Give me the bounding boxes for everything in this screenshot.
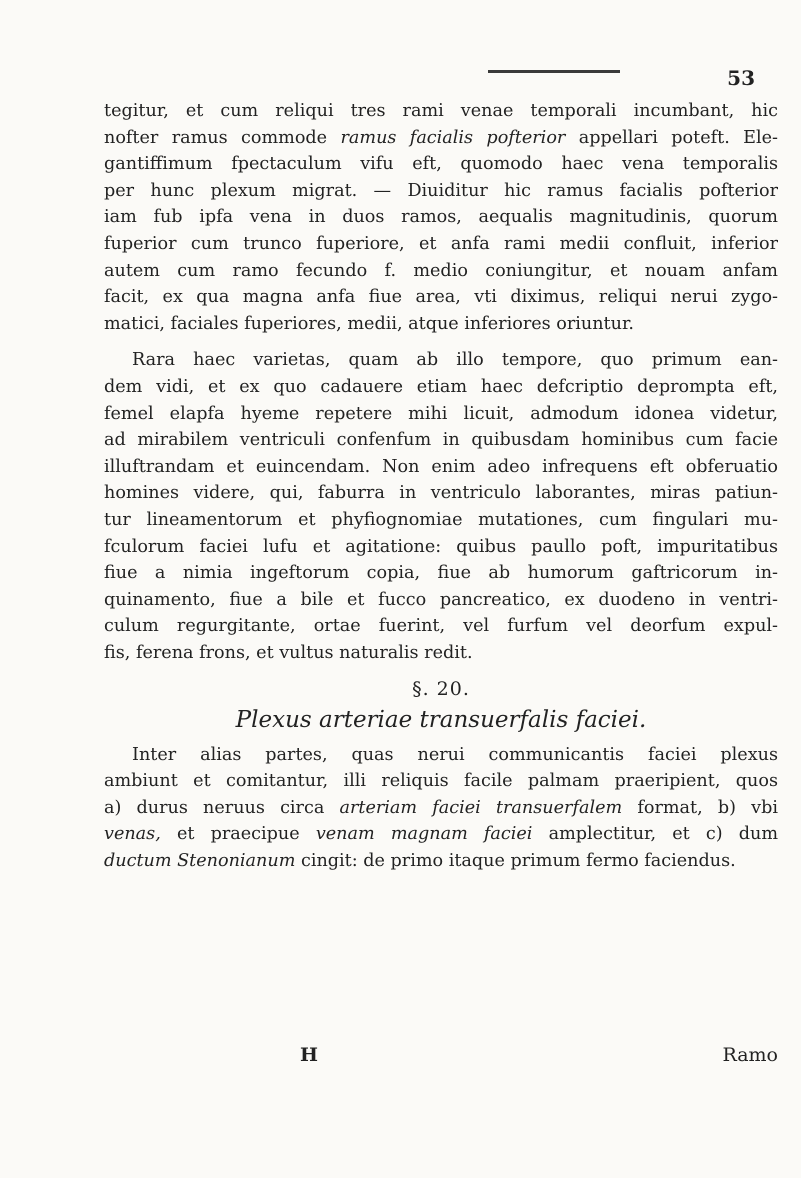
catchword: Ramo — [722, 1044, 778, 1066]
paragraph-3 — [104, 742, 778, 875]
text-line: per hunc plexum migrat. — Diuiditur hic ramus facialis pofterior — [104, 180, 778, 201]
paragraph-1 — [104, 98, 778, 337]
text-line: fculorum faciei lufu et agitatione: quibus paullo poft, impuritatibus — [104, 536, 778, 557]
text-line: autem cum ramo fecundo f. medio coniungitur, et nouam anfam — [104, 260, 778, 281]
text-line: tegitur, et cum reliqui tres rami venae temporali incumbant, hic — [104, 101, 778, 121]
italic-term: ramus facialis pofterior — [340, 127, 566, 148]
text-line: facit, ex qua magna anfa fiue area, vti diximus, reliqui nerui zygo- — [104, 287, 778, 308]
text-line: ductum Stenonianum cingit: de primo itaque primum fermo faciendus. — [104, 851, 736, 872]
italic-term: arteriam faciei transuerfalem — [339, 797, 623, 818]
text-line: quinamento, fiue a bile et fucco pancreatico, ex duodeno in ventri- — [104, 589, 778, 610]
text-line: gantiffimum fpectaculum vifu eft, quomodo haec vena temporalis — [104, 154, 778, 175]
text-line: ambiunt et comitantur, illi reliquis facile palmam praeripient, quos — [104, 771, 778, 792]
section-title: Plexus arteriae transuerfalis faciei. — [235, 707, 647, 734]
header-rule — [488, 70, 620, 73]
text-line: Rara haec varietas, quam ab illo tempore, quo primum ean- — [132, 350, 778, 371]
text-line: fiue a nimia ingeftorum copia, fiue ab humorum gaftricorum in- — [104, 563, 778, 584]
paragraph-2 — [104, 347, 778, 666]
italic-term: venam magnam faciei — [315, 824, 533, 845]
signature-mark: H — [300, 1044, 318, 1066]
page-number: 53 — [727, 66, 755, 90]
text-line: iam fub ipfa vena in duos ramos, aequalis magnitudinis, quorum — [104, 207, 778, 228]
italic-term: ductum Stenonianum — [104, 851, 296, 872]
text-line: dem vidi, et ex quo cadauere etiam haec defcriptio deprompta eft, — [104, 376, 778, 397]
body-text — [104, 98, 778, 885]
text-line: Inter alias partes, quas nerui communicantis faciei plexus — [132, 744, 778, 765]
text-line: fis, ferena frons, et vultus naturalis redit. — [104, 642, 473, 663]
text-line: venas, et praecipue venam magnam faciei amplectitur, et c) dum — [104, 824, 778, 845]
text-line: femel elapfa hyeme repetere mihi licuit, admodum idonea videtur, — [104, 403, 778, 424]
text-line: culum regurgitante, ortae fuerint, vel furfum vel deorfum expul- — [104, 616, 778, 637]
text-line: tur lineamentorum et phyfiognomiae mutationes, cum fingulari mu- — [104, 509, 778, 530]
text-line: a) durus neruus circa arteriam faciei transuerfalem format, b) vbi — [104, 797, 778, 818]
text-line: homines videre, qui, faburra in ventriculo laborantes, miras patiun- — [104, 483, 778, 504]
italic-term: venas, — [104, 824, 161, 845]
text-line: ad mirabilem ventriculi confenfum in quibusdam hominibus cum facie — [104, 430, 778, 451]
section-number: §. 20. — [412, 678, 470, 701]
text-line: matici, faciales fuperiores, medii, atque inferiores oriuntur. — [104, 313, 635, 334]
text-line: illuftrandam et euincendam. Non enim adeo infrequens eft obferuatio — [104, 456, 778, 477]
text-line: fuperior cum trunco fuperiore, et anfa rami medii confluit, inferior — [104, 233, 778, 254]
text-line: nofter ramus commode ramus facialis pofterior appellari poteft. Ele- — [104, 127, 778, 148]
